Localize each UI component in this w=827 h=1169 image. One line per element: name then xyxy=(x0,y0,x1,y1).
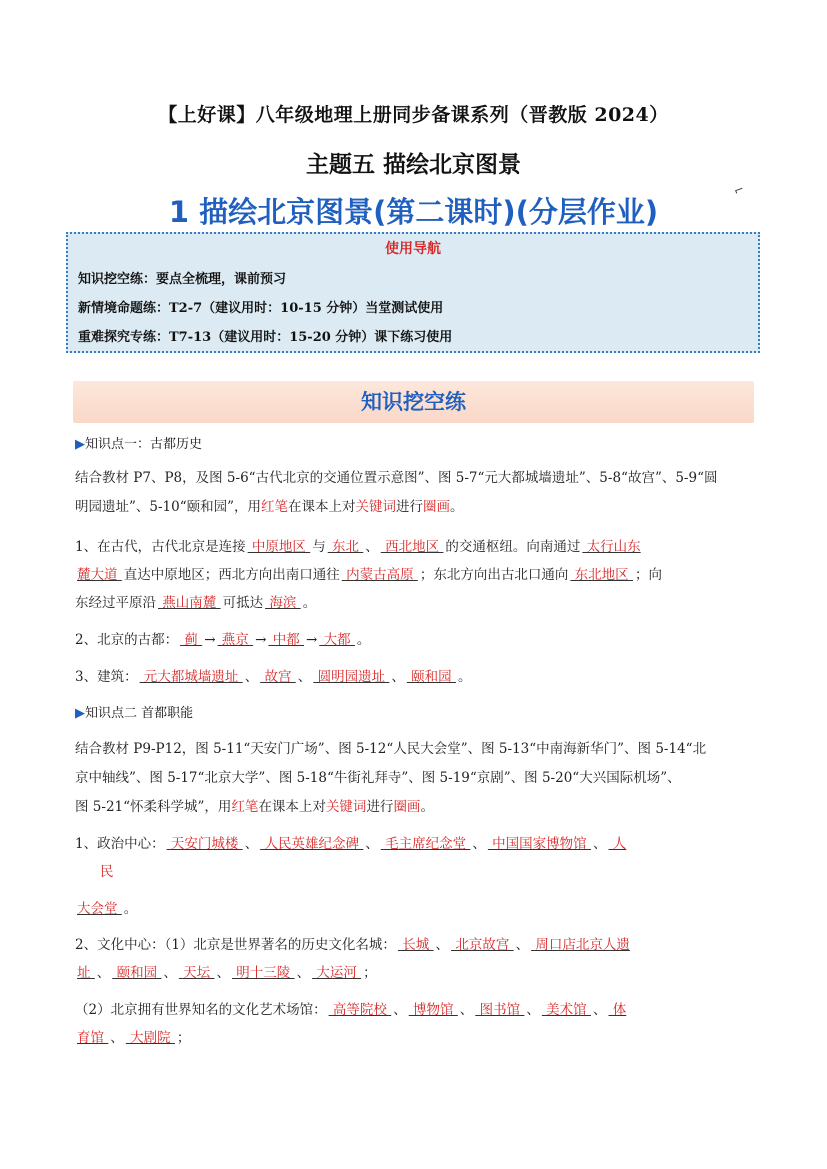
answer-blank: 太行山东 xyxy=(582,539,641,555)
kp1-heading-text: 知识点一：古都历史 xyxy=(85,437,203,452)
answer-blank: 毛主席纪念堂 xyxy=(380,836,471,852)
answer-blank: 大运河 xyxy=(312,965,362,981)
answer-blank: 高等院校 xyxy=(328,1002,392,1018)
answer-blank: 东北地区 xyxy=(570,567,633,583)
kp2-question3-line2: 育馆 、 大剧院 ； xyxy=(77,1030,191,1046)
series-title: 【上好课】八年级地理上册同步备课系列（晋教版 2024） xyxy=(158,104,669,126)
answer-blank: 蓟 xyxy=(180,632,203,648)
kp2-question1-line1: 1、政治中心： 天安门城楼 、 人民英雄纪念碑 、 毛主席纪念堂 、 中国国家博物馆 、 人 xyxy=(75,836,627,852)
triangle-icon: ▶ xyxy=(75,437,85,452)
kp1-intro-line2: 明园遗址”、5-10“颐和园”，用红笔在课本上对关键词进行圈画。 xyxy=(75,499,464,515)
kp2-intro-line2: 京中轴线”、图 5-17“北京大学”、图 5-18“牛街礼拜寺”、图 5-19“京剧”、图 5-20“大兴国际机场”、 xyxy=(75,770,681,786)
answer-blank: 燕京 xyxy=(217,632,254,648)
usage-guide-line: 新情境命题练：T2-7（建议用时：10-15 分钟）当堂测试使用 xyxy=(78,301,444,316)
answer-blank: 美术馆 xyxy=(541,1002,591,1018)
stray-mark: ⌐ xyxy=(731,181,747,199)
usage-guide-box xyxy=(66,232,760,353)
answer-blank: 中都 xyxy=(268,632,304,648)
triangle-icon: ▶ xyxy=(75,706,85,721)
answer-blank: 故宫 xyxy=(260,669,296,685)
answer-blank: 博物馆 xyxy=(408,1002,458,1018)
answer-blank: 人 xyxy=(608,836,627,852)
answer-blank: 明十三陵 xyxy=(231,965,295,981)
answer-blank: 东北 xyxy=(327,539,364,555)
kp2-question1-line2 xyxy=(100,860,114,880)
kp2-intro-line3: 图 5-21“怀柔科学城”，用红笔在课本上对关键词进行圈画。 xyxy=(75,799,434,815)
kp1-question3: 3、建筑： 元大都城墙遗址 、 故宫 、 圆明园遗址 、 颐和园 。 xyxy=(75,669,472,685)
answer-blank: 天坛 xyxy=(178,965,215,981)
kp1-question1-line1: 1、在古代，古代北京是连接 中原地区 与 东北 、 西北地区 的交通枢纽。向南通过 太行山东 xyxy=(75,539,641,555)
kp2-question3-line1: （2）北京拥有世界知名的文化艺术场馆： 高等院校 、 博物馆 、 图书馆 、 美术馆 、 体 xyxy=(75,1002,627,1018)
answer-blank-continued: 民 xyxy=(100,864,114,880)
kp2-heading-text: 知识点二 首都职能 xyxy=(85,706,194,721)
kp1-question1-line2: 麓大道 直达中原地区；西北方向出南口通往 内蒙古高原 ；东北方向出古北口通向 东北地区 ；向 xyxy=(77,567,662,583)
kp1-heading xyxy=(75,433,202,452)
answer-blank: 海滨 xyxy=(265,595,301,611)
theme-title: 主题五 描绘北京图景 xyxy=(305,151,521,178)
kp2-question2-line1: 2、文化中心：（1）北京是世界著名的历史文化名城： 长城 、 北京故宫 、 周口店北京人遗 xyxy=(75,937,630,953)
answer-blank: 大剧院 xyxy=(125,1030,175,1046)
section-banner xyxy=(73,381,754,423)
usage-guide-line: 重难探究专练：T7-13（建议用时：15-20 分钟）课下练习使用 xyxy=(78,330,453,345)
answer-blank: 人民英雄纪念碑 xyxy=(260,836,364,852)
kp2-heading xyxy=(75,702,193,721)
answer-blank: 育馆 xyxy=(77,1030,109,1046)
answer-blank: 周口店北京人遗 xyxy=(531,937,630,953)
kp1-question2: 2、北京的古都： 蓟 → 燕京 → 中都 → 大都 。 xyxy=(75,632,371,648)
section-title: 知识挖空练 xyxy=(361,390,466,414)
answer-blank: 体 xyxy=(608,1002,627,1018)
answer-blank: 颐和园 xyxy=(112,965,162,981)
answer-blank: 中国国家博物馆 xyxy=(487,836,591,852)
usage-guide-line: 知识挖空练：要点全梳理，课前预习 xyxy=(78,272,287,287)
answer-blank: 燕山南麓 xyxy=(158,595,221,611)
answer-blank: 西北地区 xyxy=(380,539,444,555)
answer-blank: 天安门城楼 xyxy=(166,836,243,852)
answer-blank: 址 xyxy=(77,965,95,981)
answer-blank: 内蒙古高原 xyxy=(341,567,418,583)
answer-blank: 大会堂 xyxy=(77,901,122,917)
answer-blank: 麓大道 xyxy=(77,567,122,583)
page-title: 1 描绘北京图景(第二课时)(分层作业) xyxy=(168,195,659,229)
usage-guide-title: 使用导航 xyxy=(385,241,441,257)
answer-blank: 北京故宫 xyxy=(451,937,514,953)
kp2-question2-line2: 址 、 颐和园 、 天坛 、 明十三陵 、 大运河 ； xyxy=(77,965,377,981)
answer-blank: 大都 xyxy=(319,632,355,648)
kp2-intro-line1: 结合教材 P9-P12，图 5-11“天安门广场”、图 5-12“人民大会堂”、图 5-13“中南海新华门”、图 5-14“北 xyxy=(75,741,707,757)
kp1-intro-line1: 结合教材 P7、P8，及图 5-6“古代北京的交通位置示意图”、图 5-7“元大都城墙遗址”、5-8“故宫”、5-9“圆 xyxy=(75,470,718,486)
kp1-question1-line3: 东经过平原沿 燕山南麓 可抵达 海滨 。 xyxy=(75,595,317,611)
answer-blank: 元大都城墙遗址 xyxy=(139,669,243,685)
answer-blank: 中原地区 xyxy=(247,539,311,555)
answer-blank: 长城 xyxy=(397,937,434,953)
kp2-question1-line3: 大会堂 。 xyxy=(77,901,138,917)
answer-blank: 图书馆 xyxy=(475,1002,525,1018)
answer-blank: 圆明园遗址 xyxy=(313,669,390,685)
answer-blank: 颐和园 xyxy=(406,669,456,685)
